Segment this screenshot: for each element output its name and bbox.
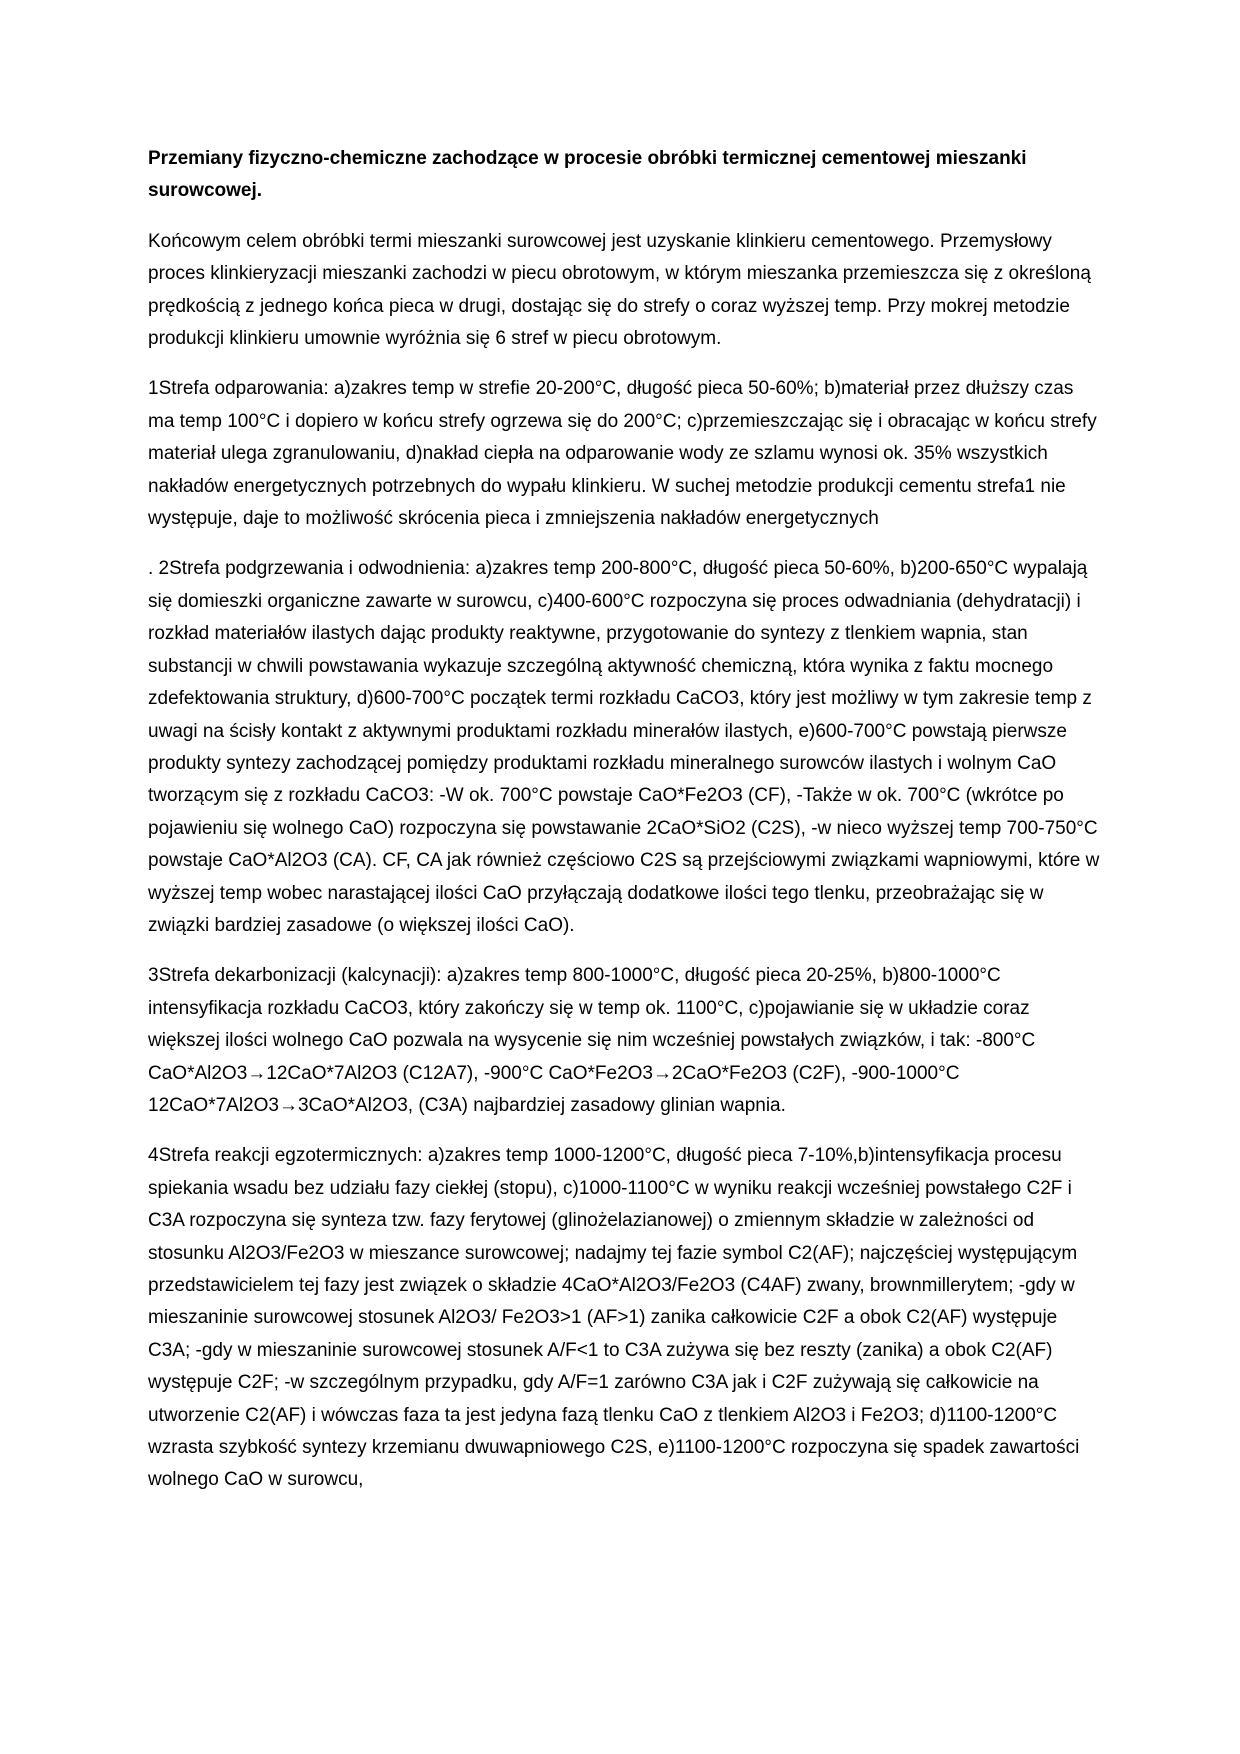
document-title: Przemiany fizyczno-chemiczne zachodzące w procesie obróbki termicznej cementowej mieszanki surowcowej. (148, 148, 1027, 202)
zone-1-paragraph: 1Strefa odparowania: a)zakres temp w strefie 20-200°C, długość pieca 50-60%; b)materiał przez dłuższy czas ma temp 100°C i dopiero w końcu strefy ogrzewa się do 200°C; c)przemieszczając się i obracając w końcu strefy materiał ulega zgranulowaniu, d)nakład ciepła na odparowanie wody ze szlamu wynosi ok. 35% wszystkich nakładów energetycznych potrzebnych do wypału klinkieru. W suchej metodzie produkcji cementu strefa1 nie występuje, daje to możliwość skrócenia pieca i zmniejszenia nakładów energetycznych (148, 378, 1097, 530)
zone-2-paragraph: . 2Strefa podgrzewania i odwodnienia: a)zakres temp 200-800°C, długość pieca 50-60%, b)200-650°C wypalają się domieszki organiczne zawarte w surowcu, c)400-600°C rozpoczyna się proces odwadniania (dehydratacji) i rozkład materiałów ilastych dając produkty reaktywne, przygotowanie do syntezy z tlenkiem wapnia, stan substancji w chwili powstawania wykazuje szczególną aktywność chemiczną, która wynika z faktu mocnego zdefektowania struktury, d)600-700°C początek termi rozkładu CaCO3, który jest możliwy w tym zakresie temp z uwagi na ścisły kontakt z aktywnymi produktami rozkładu minerałów ilastych, e)600-700°C powstają pierwsze produkty syntezy zachodzącej pomiędzy produktami rozkładu mineralnego surowców ilastych i wolnym CaO tworzącym się z rozkładu CaCO3: -W ok. 700°C powstaje CaO*Fe2O3 (CF), -Także w ok. 700°C (wkrótce po pojawieniu się wolnego CaO) rozpoczyna się powstawanie 2CaO*SiO2 (C2S), -w nieco wyższej temp 700-750°C powstaje CaO*Al2O3 (CA). CF, CA jak również częściowo C2S są przejściowymi związkami wapniowymi, które w wyższej temp wobec narastającej ilości CaO przyłączają dodatkowe ilości tego tlenku, przeobrażając się w związki bardziej zasadowe (o większej ilości CaO). (148, 558, 1100, 936)
intro-paragraph: Końcowym celem obróbki termi mieszanki surowcowej jest uzyskanie klinkieru cementowego. Przemysłowy proces klinkieryzacji mieszanki zachodzi w piecu obrotowym, w którym mieszanka przemieszcza się z określoną prędkością z jednego końca pieca w drugi, dostając się do strefy o coraz wyższej temp. Przy mokrej metodzie produkcji klinkieru umownie wyróżnia się 6 stref w piecu obrotowym. (148, 230, 1091, 350)
document-page (148, 143, 1100, 1515)
zone-4-paragraph: 4Strefa reakcji egzotermicznych: a)zakres temp 1000-1200°C, długość pieca 7-10%,b)intensyfikacja procesu spiekania wsadu bez udziału fazy ciekłej (stopu), c)1000-1100°C w wyniku reakcji wcześniej powstałego C2F i C3A rozpoczyna się synteza tzw. fazy ferytowej (glinożelazianowej) o zmiennym składzie w zależności od stosunku Al2O3/Fe2O3 w mieszance surowcowej; nadajmy tej fazie symbol C2(AF); najczęściej występującym przedstawicielem tej fazy jest związek o składzie 4CaO*Al2O3/Fe2O3 (C4AF) zwany, brownmillerytem; -gdy w mieszaninie surowcowej stosunek Al2O3/ Fe2O3>1 (AF>1) zanika całkowicie C2F a obok C2(AF) występuje C3A; -gdy w mieszaninie surowcowej stosunek A/F<1 to C3A zużywa się bez reszty (zanika) a obok C2(AF) występuje C2F; -w szczególnym przypadku, gdy A/F=1 zarówno C3A jak i C2F zużywają się całkowicie na utworzenie C2(AF) i wówczas faza ta jest jedyna fazą tlenku CaO z tlenkiem Al2O3 i Fe2O3; d)1100-1200°C wzrasta szybkość syntezy krzemianu dwuwapniowego C2S, e)1100-1200°C rozpoczyna się spadek zawartości wolnego CaO w surowcu, (148, 1145, 1080, 1491)
zone-3-paragraph: 3Strefa dekarbonizacji (kalcynacji): a)zakres temp 800-1000°C, długość pieca 20-25%, b)800-1000°C intensyfikacja rozkładu CaCO3, który zakończy się w temp ok. 1100°C, c)pojawianie się w układzie coraz większej ilości wolnego CaO pozwala na wysycenie się nim wcześniej powstałych związków, i tak: -800°C CaO*Al2O3→12CaO*7Al2O3 (C12A7), -900°C CaO*Fe2O3→2CaO*Fe2O3 (C2F), -900-1000°C 12CaO*7Al2O3→3CaO*Al2O3, (C3A) najbardziej zasadowy glinian wapnia. (148, 965, 1036, 1116)
